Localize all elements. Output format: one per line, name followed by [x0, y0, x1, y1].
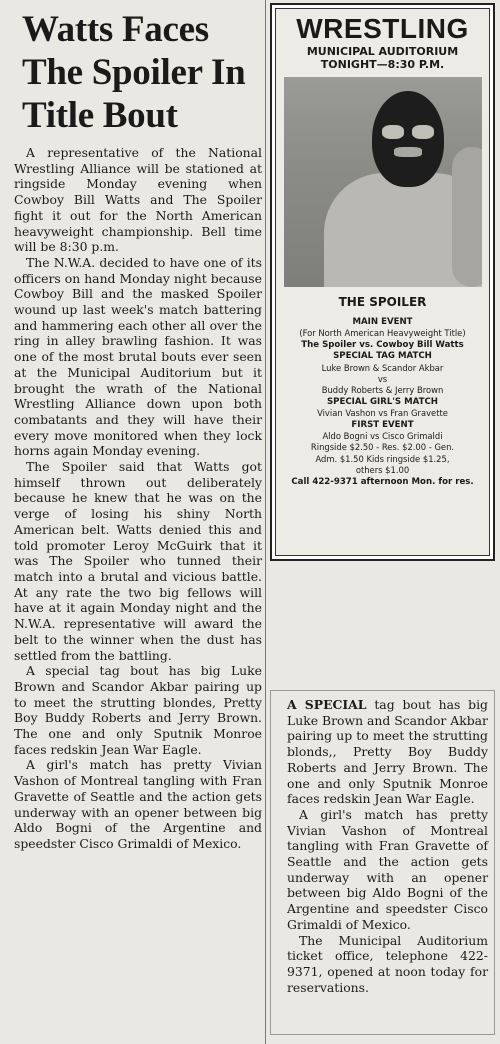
prices-line-3: others $1.00	[355, 465, 410, 476]
article-headline: Watts Faces The Spoiler In Title Bout	[22, 9, 246, 136]
mask-eye-right	[412, 125, 434, 139]
ad-title: WRESTLING	[296, 13, 469, 44]
masked-face	[372, 91, 444, 187]
reservation-phone: Call 422-9371 afternoon Mon. for res.	[291, 476, 474, 487]
sidebar-paragraph-2: A girl's match has pretty Vivian Vashon of Montreal tangling with Fran Gravette of Seattle and the action gets underway with an opener between big Aldo Bogni of the Argentine and speedster Cisco Grimaldi of Mexico.	[287, 806, 488, 932]
tag-team-1: Luke Brown & Scandor Akbar	[321, 362, 444, 373]
article-column	[14, 8, 262, 852]
main-event-heading: MAIN EVENT	[352, 317, 413, 327]
ad-time: TONIGHT—8:30 P.M.	[320, 58, 445, 71]
ad-venue: MUNICIPAL AUDITORIUM	[306, 45, 459, 58]
article-body	[14, 145, 262, 852]
first-event-heading: FIRST EVENT	[351, 419, 414, 430]
girls-match-heading: SPECIAL GIRL'S MATCH	[326, 396, 439, 407]
photo-arm	[452, 147, 482, 287]
article-paragraph: The Spoiler said that Watts got himself thrown out deliberately because he knew that he was on the verge of losing his shiny North American belt. Watts denied this and told promoter Leroy McGuirk that it was The Spoiler who tunned their match into a brutal and vicious battle. At any rate the two big fellows will have at it again Monday night and the N.W.A. representative will award the belt to the winner when the dust has settled from the battling.	[14, 459, 262, 663]
mask-mouth	[394, 147, 422, 157]
tag-match-heading: SPECIAL TAG MATCH	[333, 351, 432, 362]
sidebar-paragraph-3: The Municipal Auditorium ticket office, telephone 422-9371, opened at noon today for reservations.	[287, 932, 488, 995]
ad-frame	[275, 8, 490, 556]
sidebar-paragraph-1-text: tag bout has big Luke Brown and Scandor Akbar pairing up to meet the strutting blonds,, Pretty Boy Buddy Roberts and Jerry Brown. The one and only Sputnik Monroe faces redskin Jean War Eagle.	[287, 697, 488, 807]
girls-match-bout: Vivian Vashon vs Fran Gravette	[317, 408, 448, 419]
main-event-bout: The Spoiler vs. Cowboy Bill Watts	[301, 339, 464, 350]
prices-line-2: Adm. $1.50 Kids ringside $1.25,	[315, 453, 450, 464]
mask-eye-left	[382, 125, 404, 139]
spoiler-photo	[284, 77, 482, 287]
article-paragraph: The N.W.A. decided to have one of its officers on hand Monday night because Cowboy Bill and the masked Spoiler wound up last week's match battering and hammering each other all over the ring in alley brawling fashion. It was one of the most brutal bouts ever seen at the Municipal Auditorium but it brought the wrath of the National Wrestling Alliance down upon both combatants and they will have their every move monitored when they lock horns again Monday evening.	[14, 254, 262, 459]
prices-line-1: Ringside $2.50 - Res. $2.00 - Gen.	[310, 442, 455, 453]
column-divider	[265, 0, 266, 1044]
sidebar-story	[270, 690, 495, 1035]
article-paragraph: A special tag bout has big Luke Brown and Scandor Akbar pairing up to meet the strutting blondes, Pretty Boy Buddy Roberts and Jerry Brown. The one and only Sputnik Monroe faces redskin Jean War Eagle.	[14, 663, 262, 757]
wrestling-advertisement	[270, 3, 495, 561]
tag-team-2: Buddy Roberts & Jerry Brown	[321, 385, 444, 396]
main-event-note: (For North American Heavyweight Title)	[299, 328, 466, 339]
sidebar-paragraph-1	[287, 697, 488, 807]
first-event-bout: Aldo Bogni vs Cisco Grimaldi	[322, 431, 443, 442]
article-paragraph: A representative of the National Wrestling Alliance will be stationed at ringside Monday evening when Cowboy Bill Watts and The Spoiler fight it out for the North American heavyweight championship. Bell time will be 8:30 p.m.	[14, 145, 262, 255]
photo-caption: THE SPOILER	[338, 295, 427, 309]
tag-vs: vs	[377, 374, 388, 385]
article-paragraph: A girl's match has pretty Vivian Vashon of Montreal tangling with Fran Gravette of Seattle and the action gets underway with an opener between big Aldo Bogni of the Argentine and speedster Cisco Grimaldi of Mexico.	[14, 757, 262, 851]
sidebar-lead-in: A SPECIAL	[287, 697, 367, 712]
